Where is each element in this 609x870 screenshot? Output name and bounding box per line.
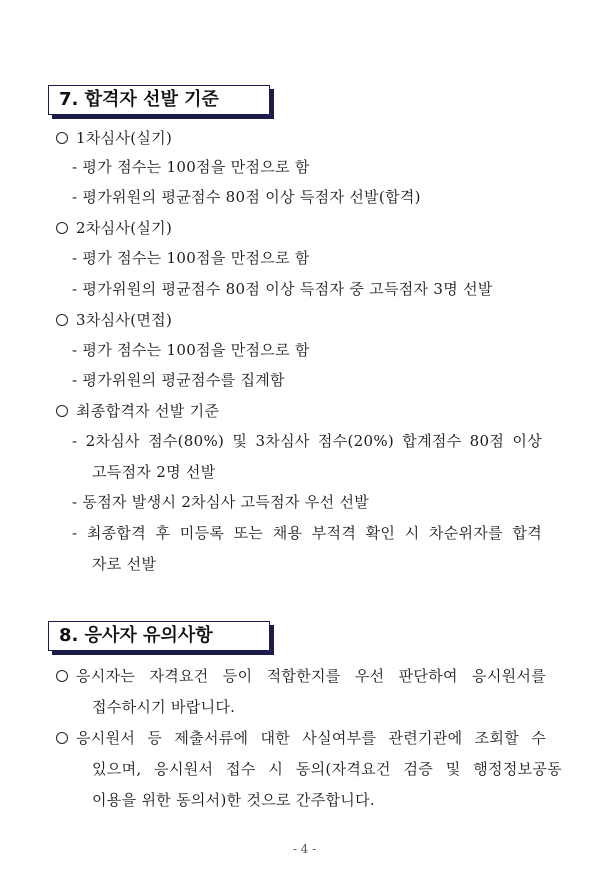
stage3-heading: 3차심사(면접) — [56, 310, 172, 330]
stage2-item-1: - 평가 점수는 100점을 만점으로 함 — [72, 249, 310, 267]
circle-bullet-icon — [56, 670, 68, 682]
circle-bullet-icon — [56, 314, 68, 326]
final-item-2: - 동점자 발생시 2차심사 고득점자 우선 선발 — [72, 493, 370, 511]
stage2-item-2: - 평가위원의 평균점수 80점 이상 득점자 중 고득점자 3명 선발 — [72, 280, 493, 298]
stage1-item-1: - 평가 점수는 100점을 만점으로 함 — [72, 158, 310, 176]
section-7-title: 7. 합격자 선발 기준 — [48, 85, 270, 115]
stage2-heading: 2차심사(실기) — [56, 218, 172, 238]
final-heading: 최종합격자 선발 기준 — [56, 401, 219, 421]
note-2-line-2: 있으며, 응시원서 접수 시 동의(자격요건 검증 및 행정정보공동 — [92, 760, 562, 778]
circle-bullet-icon — [56, 132, 68, 144]
note-1-line-2: 접수하시기 바랍니다. — [92, 698, 236, 716]
circle-bullet-icon — [56, 732, 68, 744]
stage3-item-2: - 평가위원의 평균점수를 집계함 — [72, 371, 285, 389]
final-item-3-line-2: 자로 선발 — [92, 555, 157, 573]
section-8-title: 8. 응사자 유의사항 — [48, 621, 270, 651]
note-2-line-1: 응시원서 등 제출서류에 대한 사실여부를 관련기관에 조회할 수 — [56, 728, 546, 748]
page-number: - 4 - — [292, 842, 317, 856]
stage1-heading: 1차심사(실기) — [56, 128, 172, 148]
circle-bullet-icon — [56, 405, 68, 417]
final-item-3-line-1: - 최종합격 후 미등록 또는 채용 부적격 확인 시 차순위자를 합격 — [72, 524, 542, 542]
circle-bullet-icon — [56, 222, 68, 234]
stage3-item-1: - 평가 점수는 100점을 만점으로 함 — [72, 341, 310, 359]
final-item-1-line-1: - 2차심사 점수(80%) 및 3차심사 점수(20%) 합계점수 80점 이상 — [72, 432, 542, 450]
note-2-line-3: 이용을 위한 동의서)한 것으로 간주합니다. — [92, 791, 375, 809]
final-item-1-line-2: 고득점자 2명 선발 — [92, 463, 216, 481]
stage1-item-2: - 평가위원의 평균점수 80점 이상 득점자 선발(합격) — [72, 188, 421, 206]
note-1-line-1: 응시자는 자격요건 등이 적합한지를 우선 판단하여 응시원서를 — [56, 666, 546, 686]
